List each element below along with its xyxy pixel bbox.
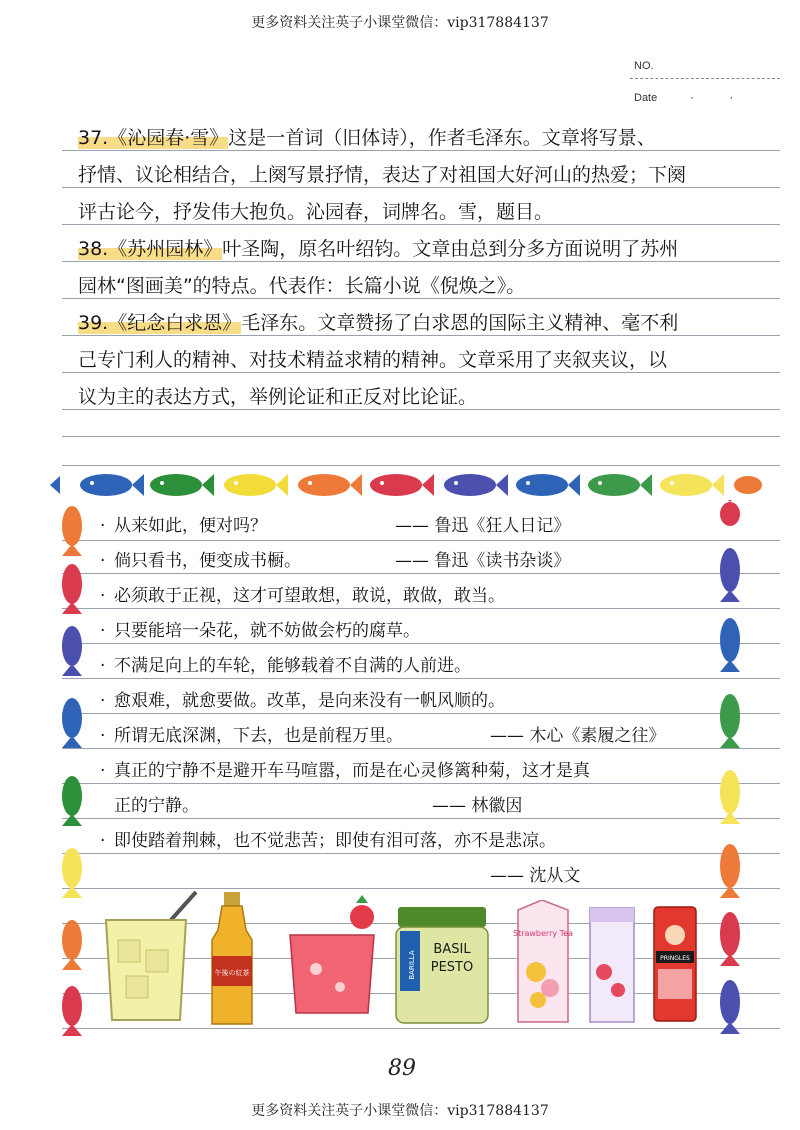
fish-icon	[444, 474, 508, 496]
note-38-title: 38.《苏州园林》	[78, 238, 223, 260]
quote-8: · 真正的宁静不是避开车马喧嚣，而是在心灵修篱种菊，这才是真	[100, 761, 590, 781]
fish-border-left	[54, 500, 90, 1040]
header-no-line	[630, 78, 780, 79]
note-38-line-2: 园林“图画美”的特点。代表作：长篇小说《倪焕之》。	[78, 275, 526, 297]
quote-1-author: —— 鲁迅《狂人日记》	[395, 516, 571, 536]
quote-2: · 倘只看书，便变成书橱。	[100, 551, 301, 571]
quote-9: · 即使踏着荆棘，也不觉悲苦；即使有泪可落，亦不是悲凉。	[100, 831, 556, 851]
fish-icon	[720, 844, 740, 898]
pesto-label-bottom: PESTO	[430, 960, 474, 975]
quote-9-author: —— 沈从文	[490, 866, 581, 886]
fish-icon	[62, 848, 82, 898]
quote-8-author: —— 林徽因	[432, 796, 523, 816]
fish-icon	[720, 500, 740, 526]
tea-bottle-label: 午後の紅茶	[214, 969, 250, 977]
pringles-label: PRINGLES	[660, 955, 690, 962]
quote-1: · 从来如此，便对吗？	[100, 516, 267, 536]
lemonade-glass-illustration	[96, 890, 206, 1030]
fish-icon	[720, 912, 740, 966]
header-no-label: NO.	[634, 60, 654, 72]
fish-icon	[62, 698, 82, 748]
fish-icon	[588, 474, 652, 496]
fish-icon	[720, 618, 740, 672]
note-37-title: 37.《沁园春·雪》	[78, 127, 229, 149]
fish-icon	[370, 474, 434, 496]
fish-icon	[62, 986, 82, 1036]
fish-icon	[80, 474, 144, 496]
quote-4: · 只要能培一朵花，就不妨做会朽的腐草。	[100, 621, 420, 641]
fish-icon	[734, 476, 762, 494]
note-37-line-2: 抒情、议论相结合，上阕写景抒情，表达了对祖国大好河山的热爱；下阕	[78, 164, 687, 186]
fish-icon	[720, 694, 740, 748]
fish-border-top	[50, 470, 780, 500]
note-37-line-1: 37.《沁园春·雪》这是一首词（旧体诗），作者毛泽东。文章将写景、	[78, 127, 656, 149]
fish-icon	[720, 980, 740, 1034]
quote-6: · 愈艰难，就愈要做。改革，是向来没有一帆风顺的。	[100, 691, 505, 711]
tea-bottle-illustration	[202, 890, 262, 1030]
fish-icon	[224, 474, 288, 496]
note-38-line-1: 38.《苏州园林》叶圣陶，原名叶绍钧。文章由总到分多方面说明了苏州	[78, 238, 679, 260]
note-39-line-3: 议为主的表达方式，举例论证和正反对比论证。	[78, 386, 478, 408]
note-39-line-2: 己专门利人的精神、对技术精益求精的精神。文章采用了夹叙夹议，以	[78, 349, 668, 371]
fish-icon	[516, 474, 580, 496]
red-cocktail-illustration	[282, 895, 382, 1025]
header-date-dots: · ·	[690, 90, 750, 104]
pesto-brand-label: BARILLA	[408, 950, 416, 980]
fish-icon	[720, 548, 740, 602]
pesto-jar-illustration	[392, 905, 492, 1025]
strawberry-tea-box-illustration	[512, 900, 574, 1025]
milk-tea-carton-illustration	[584, 900, 640, 1025]
note-37-line-3: 评古论今，抒发伟大抱负。沁园春，词牌名。雪，题目。	[78, 201, 554, 223]
watermark-top: 更多资料关注英子小课堂微信：vip317884137	[251, 15, 549, 31]
fish-icon	[62, 506, 82, 556]
juice-box-label: Strawberry Tea	[512, 929, 574, 938]
header-date-label: Date	[634, 92, 658, 104]
quote-8-cont: 正的宁静。	[114, 796, 199, 816]
pesto-label-top: BASIL	[433, 942, 471, 957]
fish-icon	[660, 474, 724, 496]
fish-icon	[62, 564, 82, 614]
watermark-bottom: 更多资料关注英子小课堂微信：vip317884137	[251, 1103, 549, 1119]
note-39-line-1: 39.《纪念白求恩》毛泽东。文章赞扬了白求恩的国际主义精神、毫不利	[78, 312, 679, 334]
fish-icon	[150, 474, 214, 496]
quote-7-author: —— 木心《素履之往》	[490, 726, 666, 746]
fish-icon	[62, 776, 82, 826]
fish-icon	[62, 920, 82, 970]
fish-icon	[298, 474, 362, 496]
quote-7: · 所谓无底深渊，下去，也是前程万里。	[100, 726, 403, 746]
quote-2-author: —— 鲁迅《读书杂谈》	[395, 551, 571, 571]
pringles-can-illustration	[650, 905, 700, 1025]
page-number: 89	[388, 1056, 416, 1081]
note-39-title: 39.《纪念白求恩》	[78, 312, 242, 334]
quote-3: · 必须敢于正视，这才可望敢想，敢说，敢做，敢当。	[100, 586, 505, 606]
fish-icon	[50, 476, 60, 494]
quote-5: · 不满足向上的车轮，能够载着不自满的人前进。	[100, 656, 471, 676]
fish-icon	[62, 626, 82, 676]
